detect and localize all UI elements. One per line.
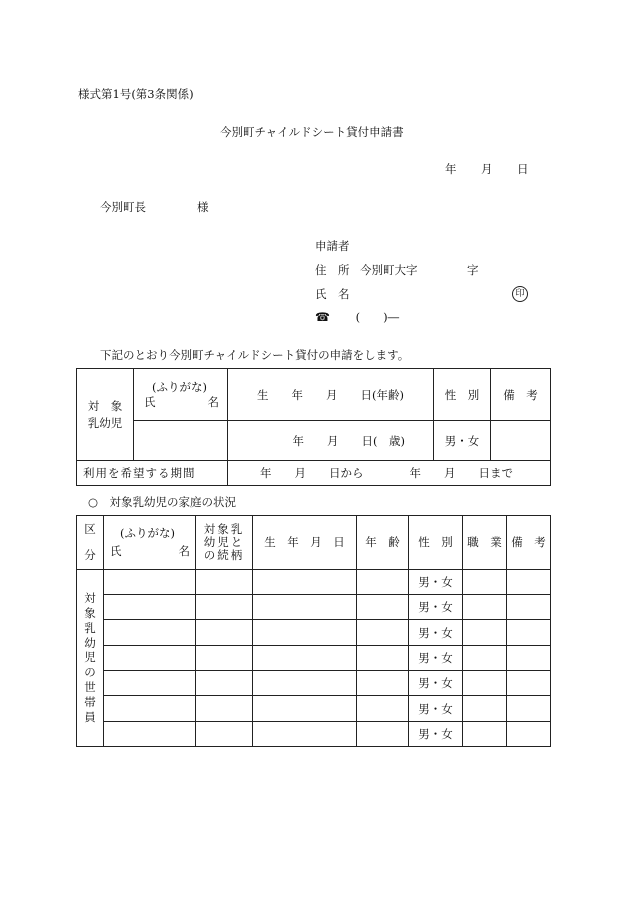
infant-name-field[interactable] bbox=[134, 421, 228, 461]
member-relationship-field[interactable] bbox=[196, 721, 253, 746]
member-notes-field[interactable] bbox=[507, 620, 551, 645]
address-label: 住 所 bbox=[315, 263, 350, 277]
member-relationship-field[interactable] bbox=[196, 569, 253, 594]
member-notes-field[interactable] bbox=[507, 595, 551, 620]
member-name-field[interactable] bbox=[104, 696, 196, 721]
member-birthdate-field[interactable] bbox=[253, 620, 357, 645]
page-title: 今別町チャイルドシート貸付申請書 bbox=[220, 125, 404, 139]
member-sex-field[interactable]: 男・女 bbox=[409, 620, 463, 645]
table-row bbox=[77, 569, 551, 594]
table-row bbox=[77, 671, 551, 696]
member-age-field[interactable] bbox=[357, 696, 409, 721]
member-occupation-field[interactable] bbox=[463, 671, 507, 696]
age-header: 年 齢 bbox=[357, 516, 409, 570]
birthdate-age-header: 生 年 月 日(年齢) bbox=[228, 369, 434, 421]
member-birthdate-field[interactable] bbox=[253, 595, 357, 620]
member-relationship-field[interactable] bbox=[196, 645, 253, 670]
infant-birthdate-field[interactable]: 年 月 日( 歳) bbox=[228, 421, 434, 461]
member-sex-field[interactable]: 男・女 bbox=[409, 569, 463, 594]
sex-header: 性 別 bbox=[434, 369, 491, 421]
member-sex-field[interactable]: 男・女 bbox=[409, 696, 463, 721]
member-age-field[interactable] bbox=[357, 671, 409, 696]
phone-row bbox=[315, 309, 399, 325]
member-occupation-field[interactable] bbox=[463, 595, 507, 620]
infant-notes-field[interactable] bbox=[491, 421, 551, 461]
member-birthdate-field[interactable] bbox=[253, 645, 357, 670]
sex-header: 性 別 bbox=[409, 516, 463, 570]
member-name-field[interactable] bbox=[104, 645, 196, 670]
addressee: 今別町長 bbox=[100, 200, 146, 214]
category-header: 区 分 bbox=[77, 516, 104, 570]
member-age-field[interactable] bbox=[357, 620, 409, 645]
member-sex-field[interactable]: 男・女 bbox=[409, 645, 463, 670]
member-notes-field[interactable] bbox=[507, 645, 551, 670]
target-infant-label: 対 象 乳幼児 bbox=[77, 369, 134, 461]
member-sex-field[interactable]: 男・女 bbox=[409, 671, 463, 696]
member-occupation-field[interactable] bbox=[463, 569, 507, 594]
address-suffix: 字 bbox=[467, 263, 479, 277]
furigana-name-header: (ふりがな) 氏 名 bbox=[104, 516, 196, 570]
period-field[interactable]: 年 月 日から 年 月 日まで bbox=[228, 461, 551, 486]
section-heading: ○ 対象乳幼児の家庭の状況 bbox=[88, 495, 237, 509]
member-relationship-field[interactable] bbox=[196, 620, 253, 645]
member-birthdate-field[interactable] bbox=[253, 696, 357, 721]
member-occupation-field[interactable] bbox=[463, 721, 507, 746]
member-sex-field[interactable]: 男・女 bbox=[409, 595, 463, 620]
notes-header: 備 考 bbox=[491, 369, 551, 421]
member-birthdate-field[interactable] bbox=[253, 569, 357, 594]
member-notes-field[interactable] bbox=[507, 671, 551, 696]
member-age-field[interactable] bbox=[357, 595, 409, 620]
household-table bbox=[76, 515, 551, 747]
date-month: 月 bbox=[481, 162, 493, 176]
member-relationship-field[interactable] bbox=[196, 595, 253, 620]
member-relationship-field[interactable] bbox=[196, 696, 253, 721]
applicant-label: 申請者 bbox=[315, 239, 350, 253]
notes-header: 備 考 bbox=[507, 516, 551, 570]
addressee-suffix: 様 bbox=[197, 200, 209, 214]
table-row bbox=[77, 696, 551, 721]
furigana-name-header: (ふりがな) 氏 名 bbox=[134, 369, 228, 421]
birthdate-header: 生 年 月 日 bbox=[253, 516, 357, 570]
table-row bbox=[77, 595, 551, 620]
address-field[interactable]: 今別町大字 bbox=[360, 263, 418, 277]
member-occupation-field[interactable] bbox=[463, 645, 507, 670]
member-relationship-field[interactable] bbox=[196, 671, 253, 696]
name-label: 氏 名 bbox=[315, 287, 350, 301]
table-row bbox=[77, 645, 551, 670]
form-number: 様式第1号(第3条関係) bbox=[78, 87, 194, 101]
member-name-field[interactable] bbox=[104, 671, 196, 696]
member-name-field[interactable] bbox=[104, 721, 196, 746]
seal-mark bbox=[512, 285, 528, 302]
member-name-field[interactable] bbox=[104, 569, 196, 594]
phone-field[interactable]: ( )― bbox=[355, 310, 400, 324]
target-infant-table bbox=[76, 368, 551, 486]
member-birthdate-field[interactable] bbox=[253, 671, 357, 696]
relationship-header: 対象乳 幼児と の続柄 bbox=[196, 516, 253, 570]
member-notes-field[interactable] bbox=[507, 696, 551, 721]
occupation-header: 職 業 bbox=[463, 516, 507, 570]
table-row bbox=[77, 721, 551, 746]
member-age-field[interactable] bbox=[357, 569, 409, 594]
seal-icon: 印 bbox=[512, 286, 528, 302]
member-occupation-field[interactable] bbox=[463, 696, 507, 721]
member-name-field[interactable] bbox=[104, 595, 196, 620]
member-birthdate-field[interactable] bbox=[253, 721, 357, 746]
member-notes-field[interactable] bbox=[507, 721, 551, 746]
intro-text: 下記のとおり今別町チャイルドシート貸付の申請をします。 bbox=[100, 348, 410, 362]
telephone-icon: ☎ bbox=[315, 310, 330, 324]
infant-sex-field[interactable]: 男・女 bbox=[434, 421, 491, 461]
table-row bbox=[77, 620, 551, 645]
member-age-field[interactable] bbox=[357, 721, 409, 746]
date-day: 日 bbox=[517, 162, 529, 176]
member-notes-field[interactable] bbox=[507, 569, 551, 594]
member-age-field[interactable] bbox=[357, 645, 409, 670]
member-name-field[interactable] bbox=[104, 620, 196, 645]
member-occupation-field[interactable] bbox=[463, 620, 507, 645]
household-members-label: 対 象 乳 幼 児 の 世 帯 員 bbox=[77, 569, 104, 746]
member-sex-field[interactable]: 男・女 bbox=[409, 721, 463, 746]
date-year: 年 bbox=[445, 162, 457, 176]
period-label: 利用を希望する期間 bbox=[77, 461, 228, 486]
